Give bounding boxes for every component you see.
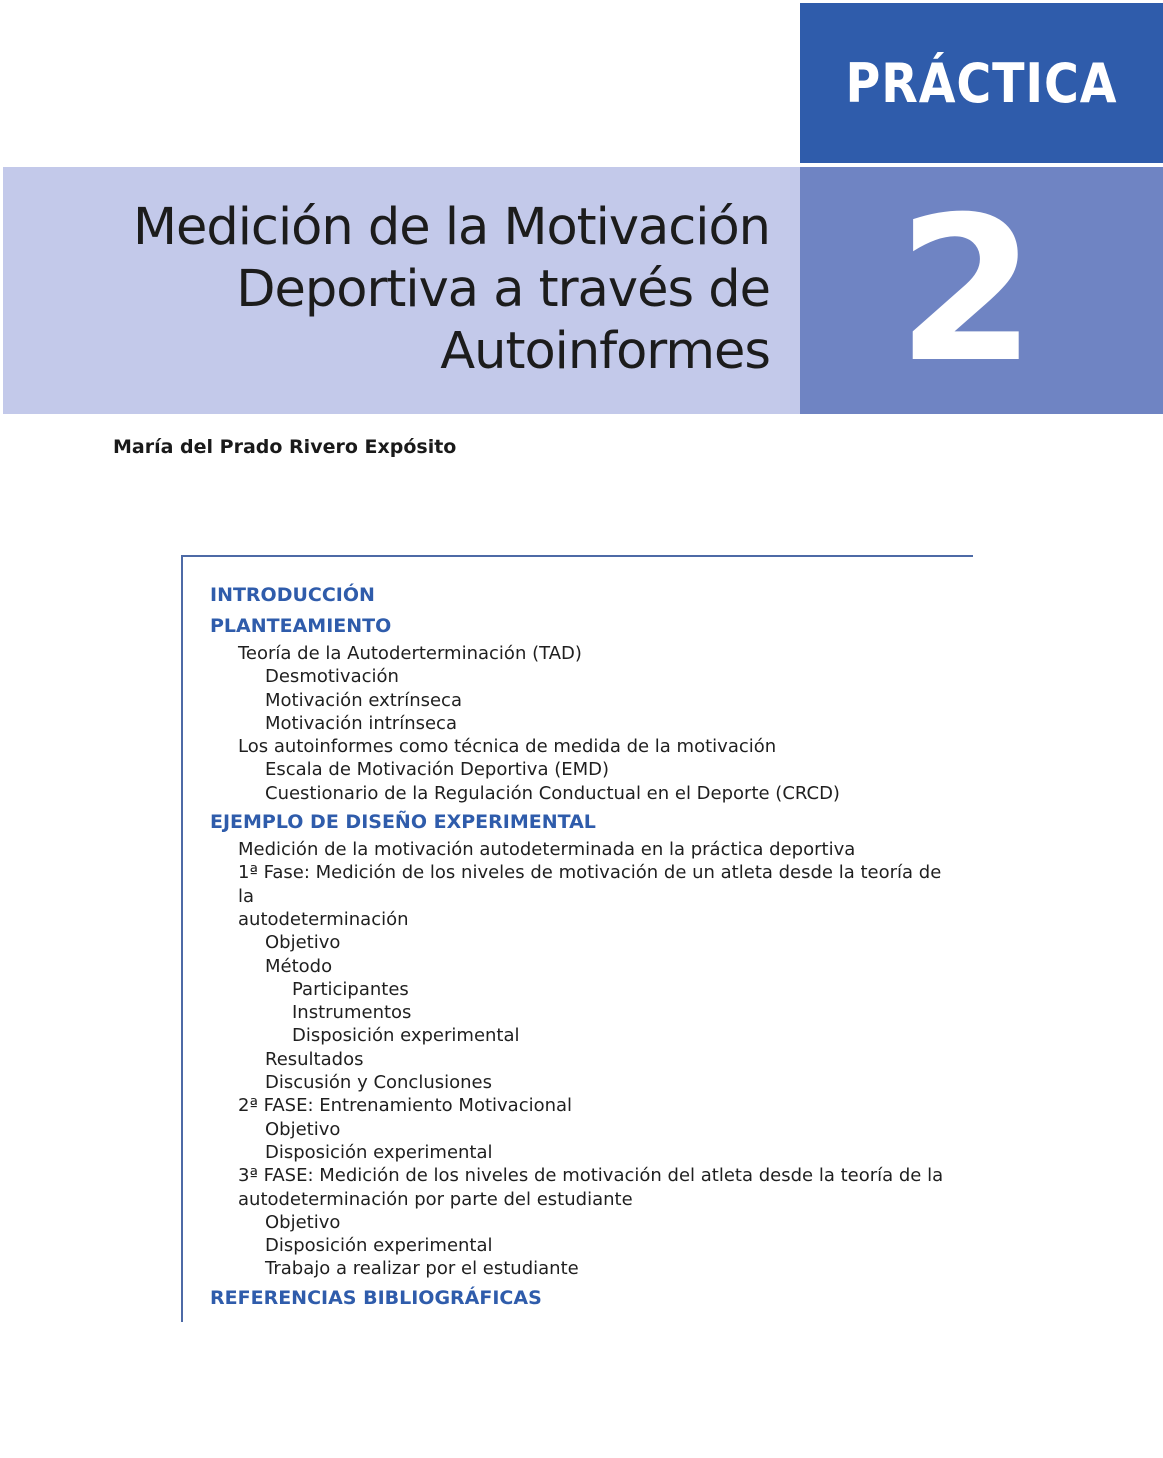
toc-item: Objetivo	[265, 1118, 341, 1140]
toc-item: Teoría de la Autoderterminación (TAD)	[238, 643, 582, 664]
toc-section-referencias: REFERENCIAS BIBLIOGRÁFICAS	[210, 1286, 542, 1309]
toc-item: Resultados	[265, 1048, 364, 1070]
chapter-title-line-2: Deportiva a través de	[236, 260, 770, 319]
toc-item: 3ª FASE: Medición de los niveles de motivación del atleta desde la teoría de la	[238, 1165, 944, 1187]
toc-item: Los autoinformes como técnica de medida de la motivación	[238, 736, 777, 758]
author-name: María del Prado Rivero Expósito	[113, 436, 457, 458]
chapter-title-line-1: Medición de la Motivación	[132, 198, 770, 257]
chapter-number: 2	[896, 173, 1037, 407]
section-label: PRÁCTICA	[845, 51, 1118, 115]
toc-item: Disposición experimental	[265, 1235, 493, 1257]
toc-item: Objetivo	[265, 932, 341, 954]
toc-item: Disposición experimental	[265, 1141, 493, 1163]
toc-item: Participantes	[292, 978, 409, 1000]
toc-item: Objetivo	[265, 1211, 341, 1233]
toc-item: Discusión y Conclusiones	[265, 1072, 492, 1094]
toc-item: 2ª FASE: Entrenamiento Motivacional	[238, 1095, 573, 1117]
toc-item: Motivación intrínseca	[265, 712, 457, 734]
title-band	[3, 167, 800, 414]
toc-item: Instrumentos	[292, 1002, 412, 1024]
toc-item: 1ª Fase: Medición de los niveles de motivación de un atleta desde la teoría de la	[238, 862, 942, 907]
table-of-contents	[210, 578, 950, 1314]
chapter-title-line-3: Autoinformes	[440, 322, 770, 381]
chapter-number-box	[800, 167, 1163, 414]
toc-section-ejemplo: EJEMPLO DE DISEÑO EXPERIMENTAL	[210, 811, 596, 834]
toc-section-planteamiento: PLANTEAMIENTO	[210, 615, 392, 637]
toc-item: Medición de la motivación autodeterminada en la práctica deportiva	[238, 839, 856, 861]
toc-item: Desmotivación	[265, 666, 399, 688]
toc-item: Motivación extrínseca	[265, 689, 462, 711]
toc-item: autodeterminación por parte del estudiante	[238, 1188, 633, 1210]
toc-section-introduccion: INTRODUCCIÓN	[210, 584, 375, 606]
toc-item: Trabajo a realizar por el estudiante	[265, 1258, 579, 1280]
toc-item: Disposición experimental	[292, 1025, 520, 1047]
toc-item: Cuestionario de la Regulación Conductual en el Deporte (CRCD)	[265, 782, 840, 804]
practica-header-box	[800, 3, 1163, 163]
chapter-title	[133, 197, 770, 383]
toc-item: autodeterminación	[238, 908, 409, 930]
toc-item: Método	[265, 955, 333, 977]
toc-item: Escala de Motivación Deportiva (EMD)	[265, 759, 610, 781]
